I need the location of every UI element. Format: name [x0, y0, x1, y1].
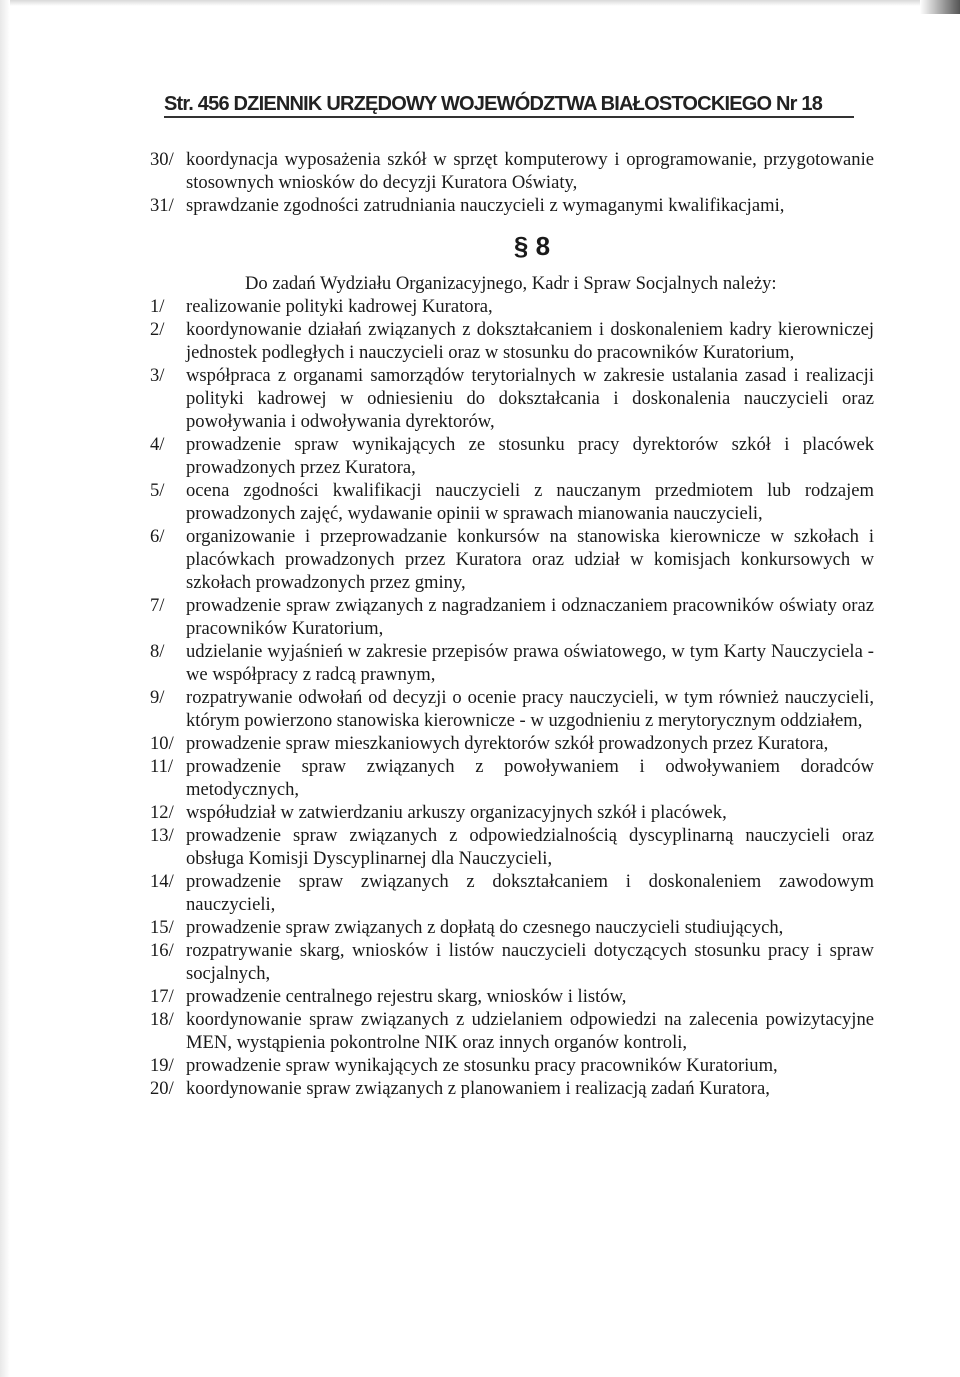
list-item — [150, 824, 874, 870]
list-item — [150, 194, 874, 217]
item-number: 31/ — [150, 195, 174, 216]
item-number: 3/ — [150, 365, 165, 386]
scan-edge-right — [920, 0, 960, 14]
item-text: ocena zgodności kwalifikacji nauczycieli z nauczanym przedmiotem lub rodzajem prowadzonych zajęć, wydawanie opinii w sprawach mianowania nauczycieli, — [186, 480, 874, 524]
item-text: współpraca z organami samorządów terytorialnych w zakresie ustalania zasad i realizacji polityki kadrowej w odniesieniu do dokształcania i doskonalenia nauczycieli oraz powoływania i odwoływania dyrektorów, — [186, 365, 874, 432]
list-item — [150, 755, 874, 801]
item-number: 13/ — [150, 825, 174, 846]
item-number: 2/ — [150, 319, 165, 340]
item-text: współudział w zatwierdzaniu arkuszy organizacyjnych szkół i placówek, — [186, 802, 727, 823]
item-number: 18/ — [150, 1009, 174, 1030]
item-text: koordynowanie spraw związanych z udzielaniem odpowiedzi na zalecenia powizytacyjne MEN, wystąpienia pokontrolne NIK oraz innych organów kontroli, — [186, 1009, 874, 1053]
document-body — [150, 148, 874, 1100]
item-number: 19/ — [150, 1055, 174, 1076]
duties-list — [150, 295, 874, 1100]
item-text: koordynowanie działań związanych z dokształcaniem i doskonaleniem kadry kierowniczej jednostek podległych i nauczycieli oraz w stosunku do pracowników Kuratorium, — [186, 319, 874, 363]
item-number: 12/ — [150, 802, 174, 823]
list-item — [150, 916, 874, 939]
list-item — [150, 686, 874, 732]
item-number: 17/ — [150, 986, 174, 1007]
list-item — [150, 479, 874, 525]
item-text: prowadzenie spraw związanych z dokształcaniem i doskonaleniem zawodowym nauczycieli, — [186, 871, 874, 915]
item-number: 15/ — [150, 917, 174, 938]
item-text: udzielanie wyjaśnień w zakresie przepisów prawa oświatowego, w tym Karty Nauczyciela - we współpracy z radcą prawnym, — [186, 641, 874, 685]
item-number: 14/ — [150, 871, 174, 892]
item-number: 6/ — [150, 526, 165, 547]
list-item — [150, 318, 874, 364]
item-text: prowadzenie spraw wynikających ze stosunku pracy pracowników Kuratorium, — [186, 1055, 778, 1076]
list-item — [150, 870, 874, 916]
item-text: sprawdzanie zgodności zatrudniania nauczycieli z wymaganymi kwalifikacjami, — [186, 195, 785, 216]
item-text: prowadzenie spraw związanych z dopłatą do czesnego nauczycieli studiujących, — [186, 917, 784, 938]
list-item — [150, 985, 874, 1008]
item-text: rozpatrywanie odwołań od decyzji o ocenie pracy nauczycieli, w tym również nauczycieli, którym powierzono stanowiska kierownicze - w uzgodnieniu z merytorycznym oddziałem, — [186, 687, 874, 731]
scan-edge-left — [0, 0, 10, 1377]
item-number: 30/ — [150, 149, 174, 170]
item-text: prowadzenie spraw związanych z nagradzaniem i odznaczaniem pracowników oświaty oraz pracowników Kuratorium, — [186, 595, 874, 639]
header-underline — [164, 116, 854, 118]
item-text: rozpatrywanie skarg, wniosków i listów nauczycieli dotyczących stosunku pracy i spraw socjalnych, — [186, 940, 874, 984]
item-number: 9/ — [150, 687, 165, 708]
item-number: 16/ — [150, 940, 174, 961]
item-text: prowadzenie spraw związanych z powoływaniem i odwoływaniem doradców metodycznych, — [186, 756, 874, 800]
top-list — [150, 148, 874, 217]
list-item — [150, 732, 874, 755]
section-mark: § 8 — [513, 231, 551, 261]
list-item — [150, 295, 874, 318]
item-text: prowadzenie spraw mieszkaniowych dyrektorów szkół prowadzonych przez Kuratora, — [186, 733, 829, 754]
item-text: koordynowanie spraw związanych z planowaniem i realizacją zadań Kuratora, — [186, 1078, 770, 1099]
list-item — [150, 1077, 874, 1100]
list-item — [150, 1054, 874, 1077]
list-item — [150, 1008, 874, 1054]
list-item — [150, 148, 874, 194]
item-number: 4/ — [150, 434, 165, 455]
item-text: realizowanie polityki kadrowej Kuratora, — [186, 296, 493, 317]
item-text: prowadzenie spraw wynikających ze stosunku pracy dyrektorów szkół i placówek prowadzonych przez Kuratora, — [186, 434, 874, 478]
item-number: 1/ — [150, 296, 165, 317]
item-number: 20/ — [150, 1078, 174, 1099]
list-item — [150, 364, 874, 433]
list-item — [150, 640, 874, 686]
list-item — [150, 525, 874, 594]
list-item — [150, 594, 874, 640]
section-intro: Do zadań Wydziału Organizacyjnego, Kadr i Spraw Socjalnych należy: — [245, 273, 777, 294]
item-text: koordynacja wyposażenia szkół w sprzęt komputerowy i oprogramowanie, przygotowanie stosownych wniosków do decyzji Kuratora Oświaty, — [186, 149, 874, 193]
item-number: 11/ — [150, 756, 174, 777]
item-text: prowadzenie centralnego rejestru skarg, wniosków i listów, — [186, 986, 627, 1007]
list-item — [150, 433, 874, 479]
item-number: 10/ — [150, 733, 174, 754]
item-number: 8/ — [150, 641, 165, 662]
list-item — [150, 939, 874, 985]
item-number: 5/ — [150, 480, 165, 501]
scan-edge-top — [0, 0, 960, 6]
item-text: organizowanie i przeprowadzanie konkursów na stanowiska kierownicze w szkołach i placówkach prowadzonych przez Kuratora oraz udział w komisjach konkursowych w szkołach prowadzonych przez gminy, — [186, 526, 874, 593]
item-number: 7/ — [150, 595, 165, 616]
item-text: prowadzenie spraw związanych z odpowiedzialnością dyscyplinarną nauczycieli oraz obsługa Komisji Dyscyplinarnej dla Nauczycieli, — [186, 825, 874, 869]
page-header: Str. 456 DZIENNIK URZĘDOWY WOJEWÓDZTWA BIAŁOSTOCKIEGO Nr 18 — [164, 93, 823, 115]
list-item — [150, 801, 874, 824]
